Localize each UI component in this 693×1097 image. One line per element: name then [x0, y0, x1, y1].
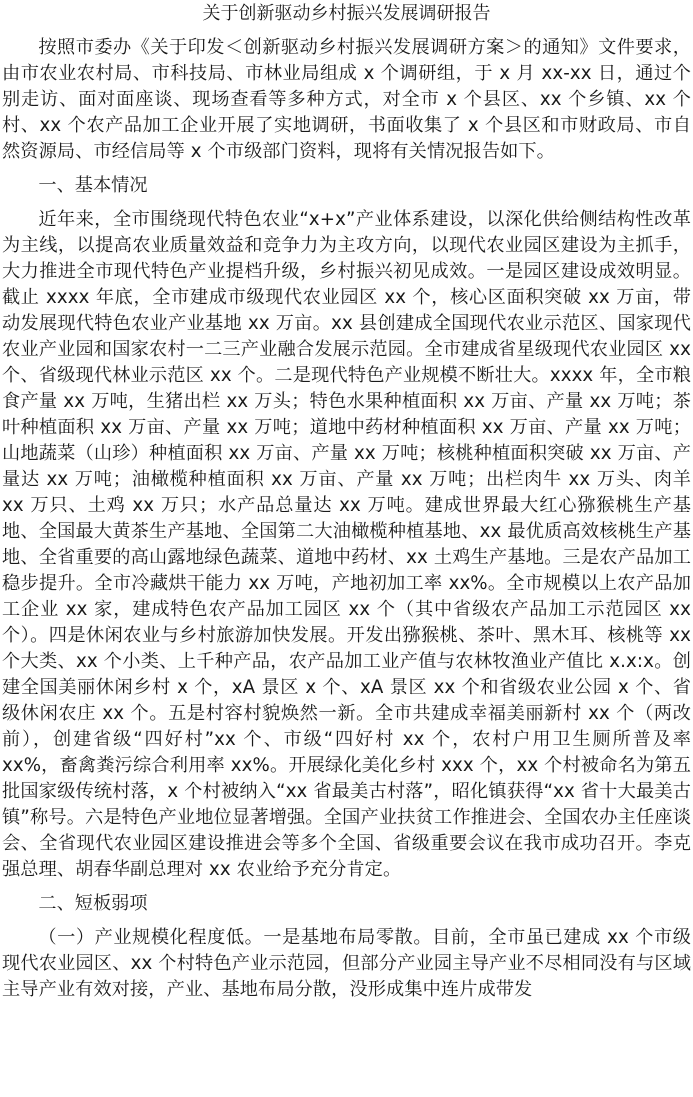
- section-1-heading: 一、基本情况: [38, 175, 148, 196]
- section-2-heading: 二、短板弱项: [38, 893, 148, 914]
- intro-paragraph: 按照市委办《关于印发＜创新驱动乡村振兴发展调研方案＞的通知》文件要求，由市农业农村局、市科技局、市林业局组成 x 个调研组，于 x 月 xx-xx 日，通过个别走访、面对面座谈、现场查看等多种方式，对全市 x 个县区、xx 个乡镇、xx 个村、xx 个农产品加工企业开展了实地调研，书面收集了 x 个县区和市财政局、市自然资源局、市经信局等 x 个市级部门资料，现将有关情况报告如下。: [2, 37, 691, 162]
- document-title: 关于创新驱动乡村振兴发展调研报告: [202, 3, 491, 24]
- section-2-paragraph: （一）产业规模化程度低。一是基地布局零散。目前，全市虽已建成 xx 个市级现代农业园区、xx 个村特色产业示范园，但部分产业园主导产业不尽相同没有与区域主导产业有效对接，产业、基地布局分散，没形成集中连片成带发: [2, 927, 691, 1000]
- section-1-paragraph: 近年来，全市围绕现代特色农业“x+x”产业体系建设，以深化供给侧结构性改革为主线，以提高农业质量效益和竞争力为主攻方向，以现代农业园区建设为主抓手，大力推进全市现代特色产业提档升级，乡村振兴初见成效。一是园区建设成效明显。截止 xxxx 年底，全市建成市级现代农业园区 xx 个，核心区面积突破 xx 万亩，带动发展现代特色农业产业基地 xx 万亩。xx 县创建成全国现代农业示范区、国家现代农业产业园和国家农村一二三产业融合发展示范园。全市建成省星级现代农业园区 xx 个、省级现代林业示范区 xx 个。二是现代特色产业规模不断壮大。xxxx 年，全市粮食产量 xx 万吨，生猪出栏 xx 万头；特色水果种植面积 xx 万亩、产量 xx 万吨；茶叶种植面积 xx 万亩、产量 xx 万吨；道地中药材种植面积 xx 万亩、产量 xx 万吨；山地蔬菜（山珍）种植面积 xx 万亩、产量 xx 万吨；核桃种植面积突破 xx 万亩、产量达 xx 万吨；油橄榄种植面积 xx 万亩、产量 xx 万吨；出栏肉牛 xx 万头、肉羊 xx 万只、土鸡 xx 万只；水产品总量达 xx 万吨。建成世界最大红心猕猴桃生产基地、全国最大黄茶生产基地、全国第二大油橄榄种植基地、xx 最优质高效核桃生产基地、全省重要的高山露地绿色蔬菜、道地中药材、xx 土鸡生产基地。三是农产品加工稳步提升。全市冷藏烘干能力 xx 万吨，产地初加工率 xx%。全市规模以上农产品加工企业 xx 家，建成特色农产品加工园区 xx 个（其中省级农产品加工示范园区 xx 个）。四是休闲农业与乡村旅游加快发展。开发出猕猴桃、茶叶、黑木耳、核桃等 xx 个大类、xx 个小类、上千种产品，农产品加工业产值与农林牧渔业产值比 x.x:x。创建全国美丽休闲乡村 x 个，xA 景区 x 个、xA 景区 xx 个和省级农业公园 x 个、省级休闲农庄 xx 个。五是村容村貌焕然一新。全市共建成幸福美丽新村 xx 个（两改前），创建省级“四好村”xx 个、市级“四好村 xx 个，农村户用卫生厕所普及率 xx%，畜禽粪污综合利用率 xx%。开展绿化美化乡村 xxx 个，xx 个村被命名为第五批国家级传统村落，x 个村被纳入“xx 省最美古村落”，昭化镇获得“xx 省十大最美古镇”称号。六是特色产业地位显著增强。全国产业扶贫工作推进会、全国农办主任座谈会、全省现代农业园区建设推进会等多个全国、省级重要会议在我市成功召开。李克强总理、胡春华副总理对 xx 农业给予充分肯定。: [2, 209, 691, 880]
